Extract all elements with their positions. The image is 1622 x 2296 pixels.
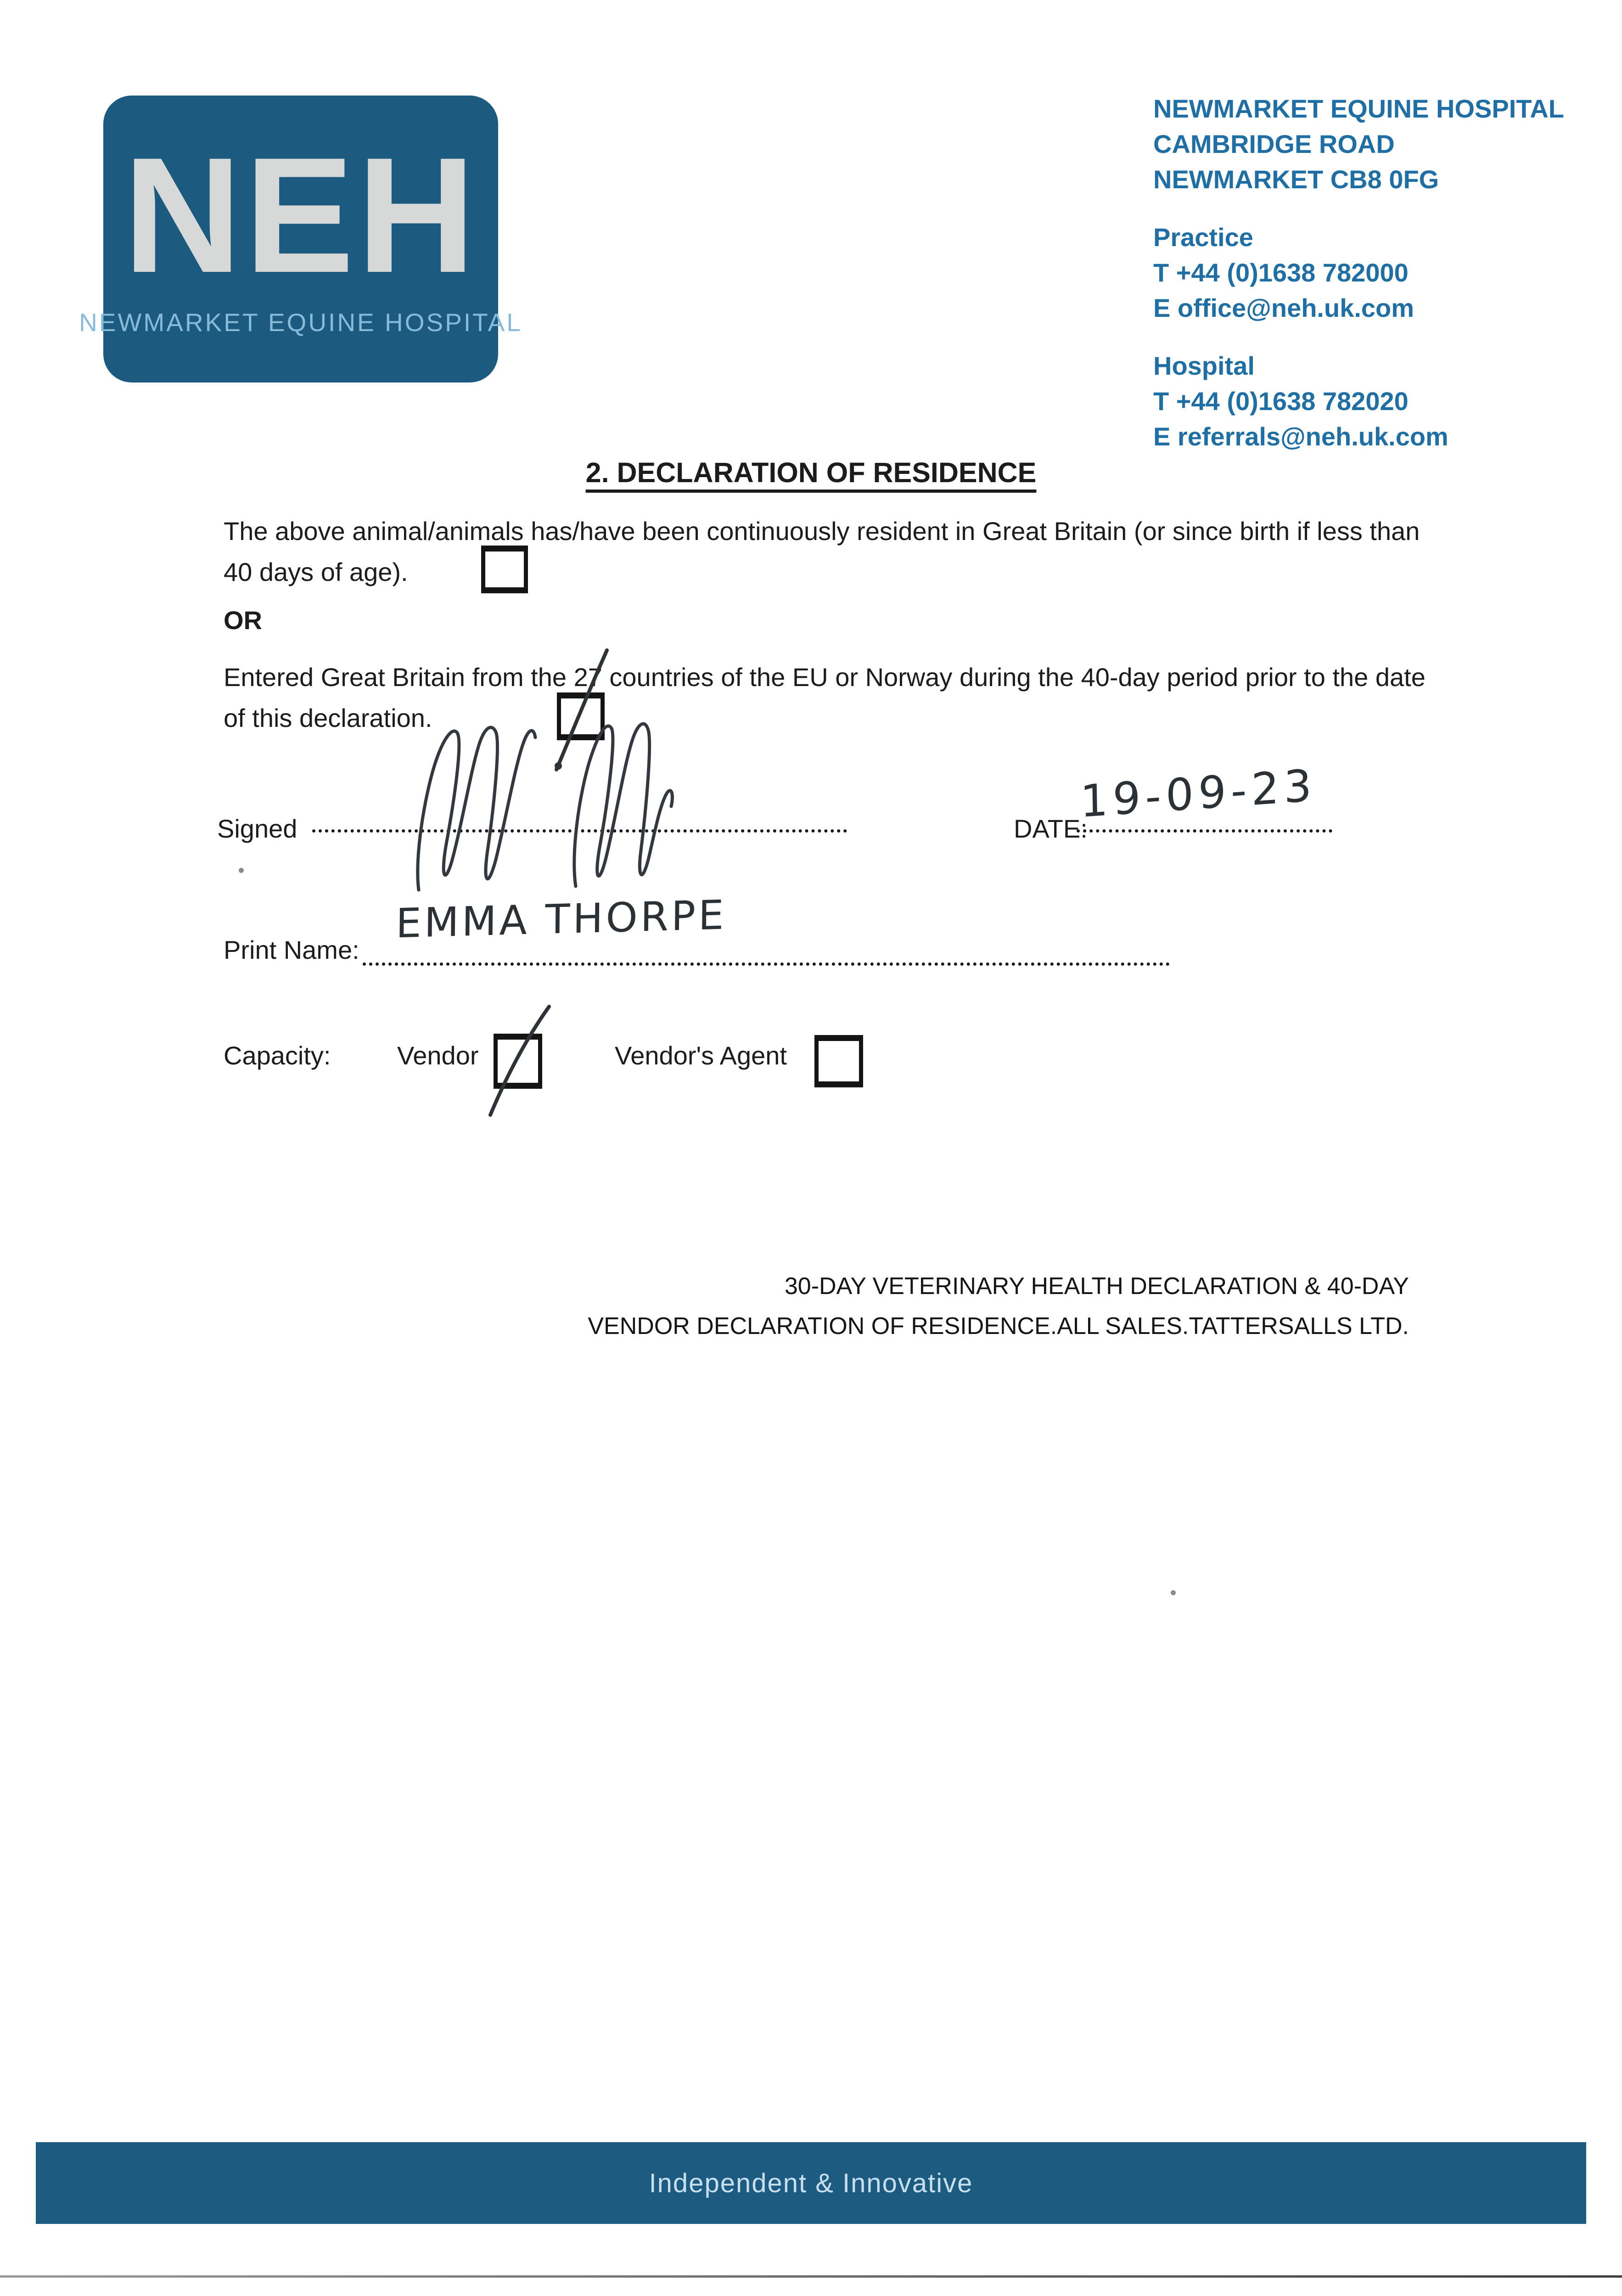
residence-option-checkbox[interactable]: [481, 546, 528, 593]
scan-speck: [239, 868, 244, 873]
sale-reference-note: [583, 1266, 1409, 1346]
handwritten-date: 19-09-23: [1079, 759, 1317, 828]
logo-abbreviation: NEH: [123, 123, 478, 307]
eu-entry-option-text: Entered Great Britain from the 27 countries of the EU or Norway during the 40-day period prior to the date of this declaration.: [224, 663, 1426, 732]
hospital-email: E referrals@neh.uk.com: [1153, 422, 1448, 451]
vendors-agent-label: Vendor's Agent: [615, 1041, 787, 1070]
date-label: DATE:: [1014, 814, 1088, 843]
letterhead-contact-block: [1153, 91, 1612, 454]
brand-slogan: Independent & Innovative: [649, 2168, 973, 2198]
vendor-checkbox[interactable]: [494, 1034, 542, 1089]
logo-hospital-name: NEWMARKET EQUINE HOSPITAL: [79, 308, 522, 337]
scan-page-edge-line: [0, 2275, 1622, 2278]
eu-entry-option-checkbox[interactable]: [557, 692, 605, 740]
hospital-phone: T +44 (0)1638 782020: [1153, 387, 1409, 416]
handwritten-print-name: EMMA THORPE: [395, 891, 727, 947]
vendors-agent-checkbox[interactable]: [814, 1035, 863, 1087]
address-line: NEWMARKET EQUINE HOSPITAL: [1153, 94, 1564, 123]
signature-ink: [418, 724, 673, 890]
address-line: NEWMARKET CB8 0FG: [1153, 165, 1439, 194]
print-name-label: Print Name:: [224, 935, 359, 964]
capacity-label: Capacity:: [224, 1041, 331, 1070]
ink-blot: [555, 762, 562, 770]
practice-label: Practice: [1153, 223, 1253, 252]
brand-footer-bar: [36, 2142, 1586, 2224]
residence-option-text: The above animal/animals has/have been continuously resident in Great Britain (or since birth if less than 40 days of age).: [224, 517, 1420, 586]
or-label: OR: [224, 606, 262, 635]
scan-speck: [1171, 1590, 1176, 1595]
sale-reference-line: 30-DAY VETERINARY HEALTH DECLARATION & 40-DAY: [784, 1273, 1409, 1300]
practice-email: E office@neh.uk.com: [1153, 293, 1414, 322]
print-name-dotted-line[interactable]: [363, 962, 1170, 966]
date-dotted-line[interactable]: [1077, 829, 1332, 833]
signed-dotted-line[interactable]: [312, 829, 847, 833]
vendor-label: Vendor: [397, 1041, 479, 1070]
hospital-label: Hospital: [1153, 351, 1255, 380]
address-line: CAMBRIDGE ROAD: [1153, 129, 1395, 158]
signed-label: Signed: [217, 814, 297, 843]
sale-reference-line: VENDOR DECLARATION OF RESIDENCE.ALL SALES.TATTERSALLS LTD.: [588, 1313, 1409, 1339]
practice-phone: T +44 (0)1638 782000: [1153, 258, 1409, 287]
neh-logo: [79, 96, 522, 383]
section-title: 2. DECLARATION OF RESIDENCE: [585, 457, 1037, 488]
